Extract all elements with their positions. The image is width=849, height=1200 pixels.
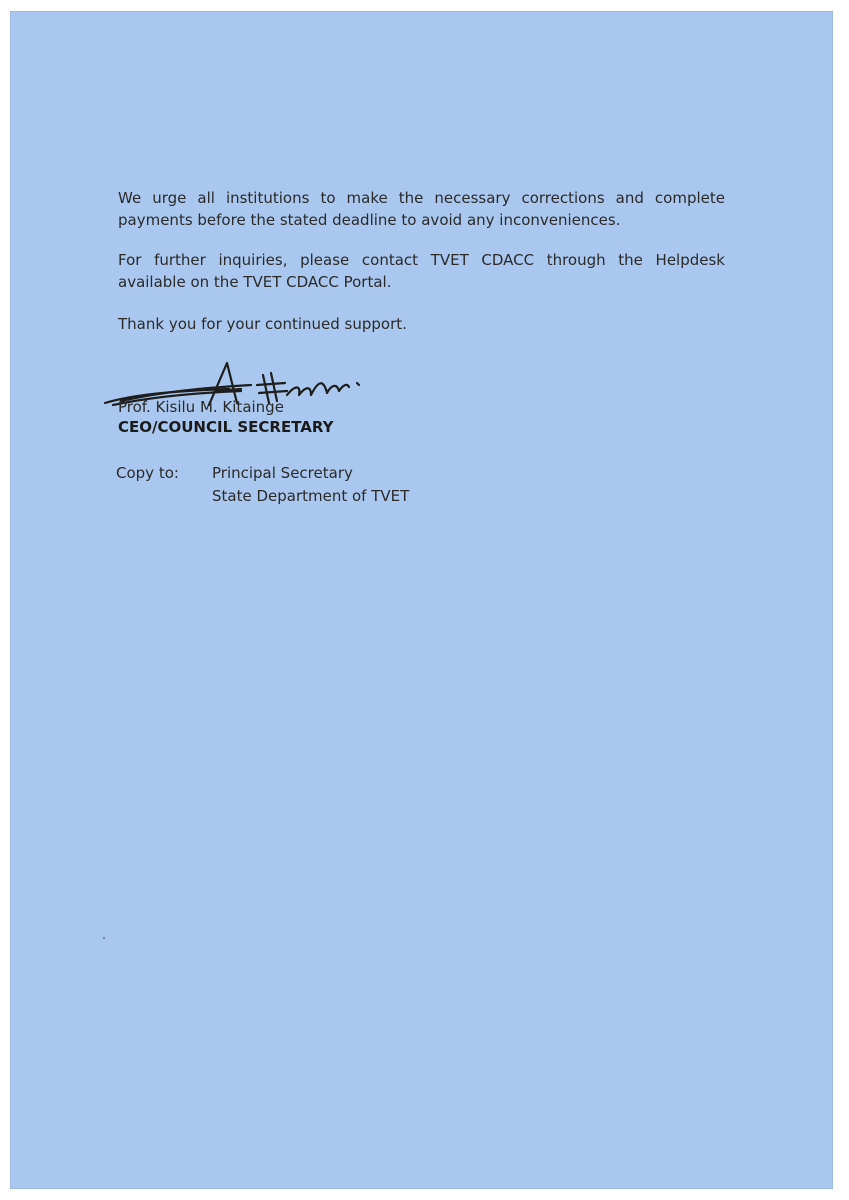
closing-paragraph-inquiries bbox=[118, 249, 725, 293]
paragraph-line: For further inquiries, please contact TVET CDACC through the Helpdesk bbox=[118, 251, 725, 269]
closing-paragraph-corrections bbox=[118, 187, 725, 231]
closing-paragraph-thanks bbox=[118, 313, 725, 335]
signatory-name: Prof. Kisilu M. Kitainge bbox=[118, 398, 284, 416]
paragraph-line: payments before the stated deadline to avoid any inconveniences. bbox=[118, 211, 621, 229]
paragraph-line: available on the TVET CDACC Portal. bbox=[118, 273, 392, 291]
paragraph-line: We urge all institutions to make the necessary corrections and complete bbox=[118, 189, 725, 207]
copy-recipient: Principal Secretary bbox=[212, 464, 353, 482]
scan-speck bbox=[103, 937, 105, 939]
paragraph-line: Thank you for your continued support. bbox=[118, 315, 407, 333]
signatory-title: CEO/COUNCIL SECRETARY bbox=[118, 418, 334, 436]
letter-page bbox=[10, 11, 833, 1189]
copy-to-label: Copy to: bbox=[116, 464, 179, 482]
copy-recipient: State Department of TVET bbox=[212, 487, 410, 505]
